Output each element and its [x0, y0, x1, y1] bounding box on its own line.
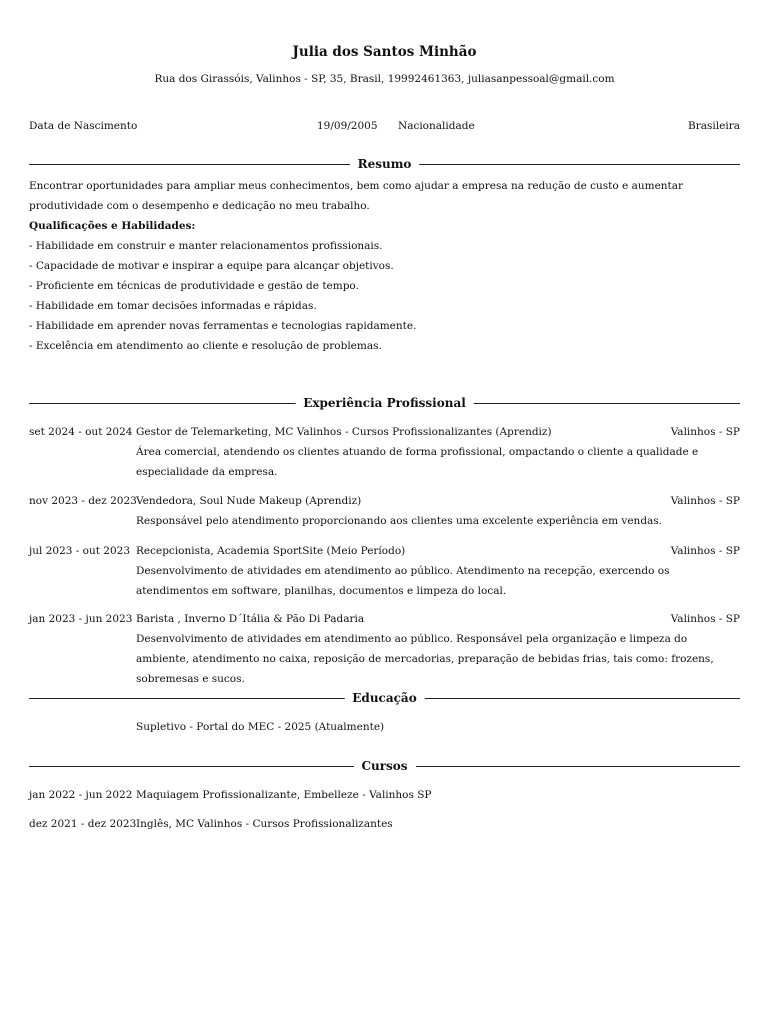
entry-title-line: [136, 717, 740, 737]
entry-content: [136, 541, 740, 601]
contact-info: Rua dos Girassóis, Valinhos - SP, 35, Brasil, 19992461363, juliasanpessoal@gmail.com: [154, 73, 615, 85]
education-section-header: [29, 689, 740, 707]
entry-content: [136, 609, 740, 689]
entry-role: Recepcionista, Academia SportSite (Meio Período): [136, 545, 406, 557]
entry-date: nov 2023 - dez 2023: [29, 495, 137, 507]
skill-item: - Capacidade de motivar e inspirar a equipe para alcançar objetivos.: [29, 260, 394, 272]
section-title: Resumo: [350, 155, 420, 173]
entry-text: Maquiagem Profissionalizante, Embelleze - Valinhos SP: [136, 789, 432, 801]
nationality-value: Brasileira: [688, 120, 740, 132]
skill-item: - Excelência em atendimento ao cliente e resolução de problemas.: [29, 340, 382, 352]
entry-title-line: [136, 541, 740, 561]
entry-location: Valinhos - SP: [670, 426, 740, 438]
entry-location: Valinhos - SP: [670, 495, 740, 507]
skill-item: - Habilidade em construir e manter relacionamentos profissionais.: [29, 240, 383, 252]
entry-role: Barista , Inverno D´Itália & Pão Di Padaria: [136, 613, 365, 625]
entry-role: Gestor de Telemarketing, MC Valinhos - Cursos Profissionalizantes (Aprendiz): [136, 426, 552, 438]
entry-content: [136, 422, 740, 482]
entry-description: Responsável pelo atendimento proporcionando aos clientes uma excelente experiência em vendas.: [136, 515, 663, 527]
section-title: Cursos: [353, 757, 415, 775]
entry-role: Vendedora, Soul Nude Makeup (Aprendiz): [136, 495, 362, 507]
birth-date-value: 19/09/2005: [317, 120, 378, 132]
entry-text: Inglês, MC Valinhos - Cursos Profissionalizantes: [136, 818, 393, 830]
entry-title-line: [136, 491, 740, 511]
skill-item: - Habilidade em tomar decisões informadas e rápidas.: [29, 300, 317, 312]
personal-info-row: [29, 118, 740, 134]
entry-title-line: [136, 422, 740, 442]
skills-title: Qualificações e Habilidades:: [29, 220, 196, 232]
entry-date: jul 2023 - out 2023: [29, 545, 131, 557]
summary-text: Encontrar oportunidades para ampliar meus conhecimentos, bem como ajudar a empresa na redução de custo e aumentar produtividade com o desempenho e dedicação no meu trabalho.: [29, 180, 684, 212]
entry-date: jan 2022 - jun 2022: [29, 789, 133, 801]
skill-item: - Proficiente em técnicas de produtividade e gestão de tempo.: [29, 280, 359, 292]
entry-location: Valinhos - SP: [670, 613, 740, 625]
entry-date: dez 2021 - dez 2023: [29, 818, 137, 830]
entry-title-line: [136, 609, 740, 629]
entry-description: Desenvolvimento de atividades em atendimento ao público. Responsável pela organização e limpeza do ambiente, atendimento no caixa, reposição de mercadorias, preparação de bebidas frias, tais como: frozens, sobremesas e sucos.: [136, 633, 714, 685]
candidate-name: Julia dos Santos Minhão: [292, 44, 477, 60]
entry-text: Supletivo - Portal do MEC - 2025 (Atualmente): [136, 721, 385, 733]
entry-description: Área comercial, atendendo os clientes atuando de forma profissional, ompactando o cliente a qualidade e especialidade da empresa.: [136, 446, 699, 478]
entry-location: Valinhos - SP: [670, 545, 740, 557]
entry-title-line: [136, 785, 740, 805]
entry-content: [136, 785, 740, 805]
entry-description: Desenvolvimento de atividades em atendimento ao público. Atendimento na recepção, exercendo os atendimentos em software, planilhas, documentos e limpeza do local.: [136, 565, 670, 597]
courses-section-header: [29, 757, 740, 775]
skill-item: - Habilidade em aprender novas ferramentas e tecnologias rapidamente.: [29, 320, 417, 332]
section-title: Experiência Profissional: [295, 394, 474, 412]
birth-date-label: Data de Nascimento: [29, 120, 138, 132]
nationality-label: Nacionalidade: [398, 120, 475, 132]
entry-content: [136, 491, 740, 531]
entry-content: [136, 717, 740, 737]
summary-block: [29, 176, 740, 356]
experience-section-header: [29, 394, 740, 412]
section-title: Educação: [344, 689, 424, 707]
entry-date: jan 2023 - jun 2023: [29, 613, 133, 625]
summary-section-header: [29, 155, 740, 173]
entry-content: [136, 814, 740, 834]
entry-title-line: [136, 814, 740, 834]
entry-date: set 2024 - out 2024: [29, 426, 133, 438]
